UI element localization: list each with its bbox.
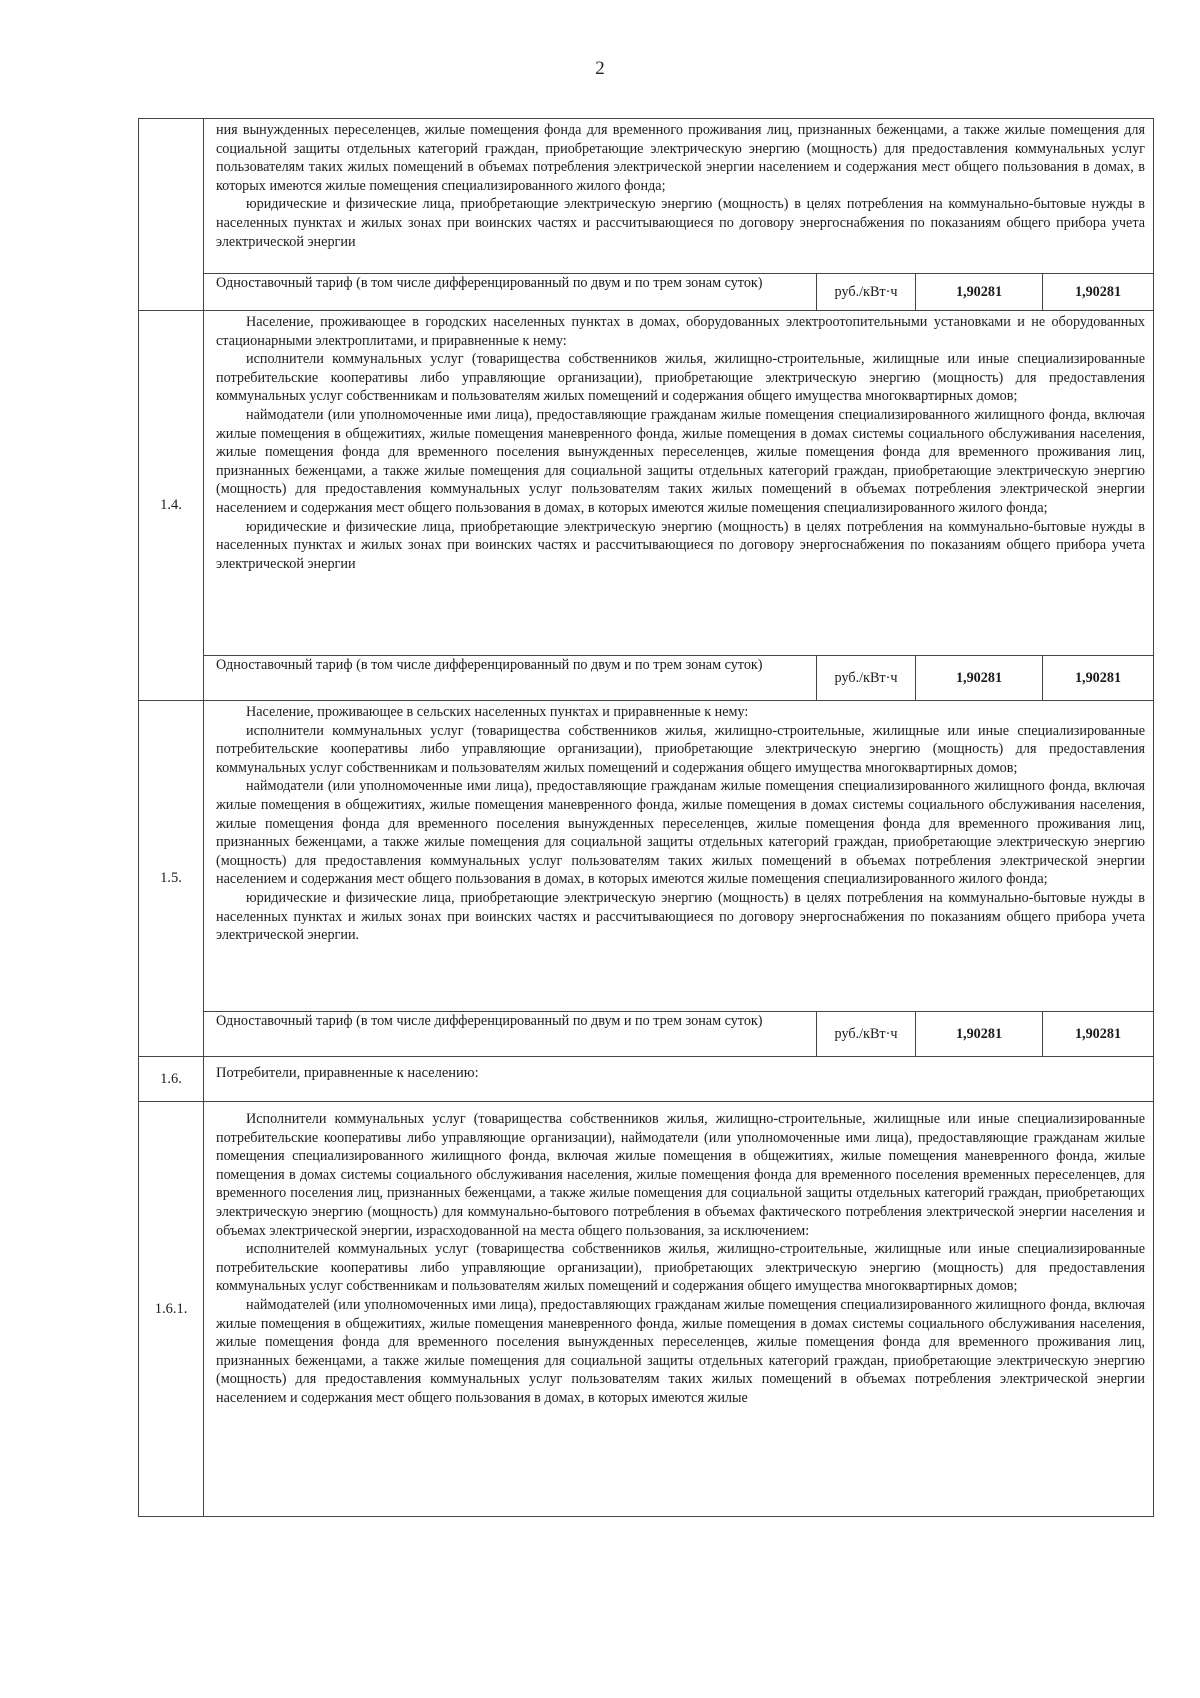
tariff-line <box>204 273 1153 310</box>
tariff-unit: руб./кВт·ч <box>817 656 916 700</box>
paragraph: наймодатели (или уполномоченные ими лица), предоставляющие гражданам жилые помещения специализированного жилищного фонда, включая жилые помещения в общежитиях, жилые помещения маневренного фонда, жилые помещения в домах системы социального обслуживания населения, жилые помещения фонда для временного поселения вынужденных переселенцев, жилые помещения фонда для временного проживания лиц, признанных беженцами, а также жилые помещения для социальной защиты отдельных категорий граждан, приобретающие электрическую энергию (мощность) для предоставления коммунальных услуг пользователям таких жилых помещений в объемах потребления электрической энергии населением и содержания мест общего пользования в домах, в которых имеются жилые помещения специализированного жилого фонда; <box>216 406 1145 516</box>
row-content-cell <box>204 311 1154 701</box>
paragraph: наймодатели (или уполномоченные ими лица), предоставляющие гражданам жилые помещения специализированного жилищного фонда, включая жилые помещения в общежитиях, жилые помещения маневренного фонда, жилые помещения в домах системы социального обслуживания населения, жилые помещения фонда для временного поселения вынужденных переселенцев, жилые помещения фонда для временного проживания лиц, признанных беженцами, а также жилые помещения для социальной защиты отдельных категорий граждан, приобретающие электрическую энергию (мощность) для предоставления коммунальных услуг пользователям таких жилых помещений в объемах потребления электрической энергии населением и содержания мест общего пользования в домах, в которых имеются жилые помещения специализированного жилого фонда; <box>216 778 1145 888</box>
tariff-label: Одноставочный тариф (в том числе дифференцированный по двум и по трем зонам суток) <box>204 1012 817 1056</box>
row-description <box>204 119 1153 273</box>
row-description <box>204 311 1153 655</box>
tariff-unit: руб./кВт·ч <box>817 274 916 310</box>
table-row <box>139 701 1154 1057</box>
paragraph: исполнители коммунальных услуг (товарищества собственников жилья, жилищно-строительные, жилищные или иные специализированные потребительские кооперативы либо управляющие организации), приобретающие электрическую энергию (мощность) для предоставления коммунальных услуг собственникам и пользователям жилых помещений и содержания общего имущества многоквартирных домов; <box>216 351 1145 405</box>
tariff-label: Одноставочный тариф (в том числе дифференцированный по двум и по трем зонам суток) <box>204 274 817 310</box>
row-content-cell <box>204 701 1154 1057</box>
row-number: 1.4. <box>139 311 204 701</box>
row-content-cell <box>204 119 1154 311</box>
tariff-label: Одноставочный тариф (в том числе дифференцированный по двум и по трем зонам суток) <box>204 656 817 700</box>
tariff-value-first-half: 1,90281 <box>916 274 1043 310</box>
paragraph: исполнители коммунальных услуг (товарищества собственников жилья, жилищно-строительные, жилищные или иные специализированные потребительские кооперативы либо управляющие организации), приобретающие электрическую энергию (мощность) для предоставления коммунальных услуг собственникам и пользователям жилых помещений и содержания общего имущества многоквартирных домов; <box>216 722 1145 776</box>
paragraph: Население, проживающее в городских населенных пунктах в домах, оборудованных электроотопительными установками и не оборудованных стационарными электроплитами, и приравненные к нему: <box>216 314 1145 349</box>
tariff-value-first-half: 1,90281 <box>916 656 1043 700</box>
row-description: Потребители, приравненные к населению: <box>216 1065 479 1081</box>
tariff-value-second-half: 1,90281 <box>1074 669 1122 686</box>
row-content-cell <box>204 1102 1154 1517</box>
paragraph: юридические и физические лица, приобретающие электрическую энергию (мощность) в целях потребления на коммунально-бытовые нужды в населенных пунктах и жилых зонах при воинских частях и рассчитывающиеся по договору энергоснабжения по показаниям общего прибора учета электрической энергии. <box>216 889 1145 944</box>
paragraph: юридические и физические лица, приобретающие электрическую энергию (мощность) в целях потребления на коммунально-бытовые нужды в населенных пунктах и жилых зонах при воинских частях и рассчитывающиеся по договору энергоснабжения по показаниям общего прибора учета электрической энергии <box>216 518 1145 572</box>
row-number: 1.6.1. <box>139 1102 204 1517</box>
paragraph: Исполнители коммунальных услуг (товарищества собственников жилья, жилищно-строительные, жилищные или иные специализированные потребительские кооперативы либо управляющие организации), наймодатели (или уполномоченные ими лица), предоставляющие гражданам жилые помещения специализированного жилищного фонда, включая жилые помещения в общежитиях, жилые помещения маневренного фонда, жилые помещения в домах системы социального обслуживания населения, жилые помещения фонда для временного поселения временных переселенцев, для временного поселения лиц, признанных беженцами, а также жилые помещения для социальной защиты отдельных категорий граждан, приобретающих электрическую энергию (мощность) для коммунально-бытового потребления в объемах фактического потребления электрической энергии населения и объемах электрической энергии, израсходованной на места общего пользования, за исключением: <box>216 1111 1145 1239</box>
table-row <box>139 119 1154 311</box>
tariff-value-second-half: 1,90281 <box>1074 283 1122 300</box>
tariff-unit: руб./кВт·ч <box>817 1012 916 1056</box>
tariff-line <box>204 655 1153 700</box>
row-number: 1.5. <box>139 701 204 1057</box>
tariff-value-second-half: 1,90281 <box>1074 1025 1122 1042</box>
table-row <box>139 1057 1154 1102</box>
row-description <box>204 701 1153 1011</box>
table-row <box>139 311 1154 701</box>
row-number: 1.6. <box>139 1057 204 1102</box>
paragraph: Население, проживающее в сельских населенных пунктах и приравненные к нему: <box>246 704 749 720</box>
tariff-line <box>204 1011 1153 1056</box>
tariff-value-first-half: 1,90281 <box>916 1012 1043 1056</box>
paragraph: ния вынужденных переселенцев, жилые помещения фонда для временного проживания лиц, признанных беженцами, а также жилые помещения для социальной защиты отдельных категорий граждан, приобретающие электрическую энергию (мощность) для предоставления коммунальных услуг пользователям таких жилых помещений в объемах потребления электрической энергии населением и содержания мест общего пользования в домах, в которых имеются жилые помещения специализированного жилого фонда; <box>216 122 1145 194</box>
row-description <box>204 1102 1153 1516</box>
tariff-table <box>138 118 1154 1517</box>
row-number-cell <box>139 119 204 311</box>
paragraph: наймодателей (или уполномоченных ими лица), предоставляющих гражданам жилые помещения специализированного жилищного фонда, включая жилые помещения в общежитиях, жилые помещения маневренного фонда, жилые помещения в домах системы социального обслуживания населения, жилые помещения фонда для временного поселения вынужденных переселенцев, жилые помещения фонда для временного проживания лиц, признанных беженцами, а также жилые помещения для социальной защиты отдельных категорий граждан, приобретающие электрическую энергию (мощность) для предоставления коммунальных услуг пользователям таких жилых помещений в объемах потребления электрической энергии населением и содержания мест общего пользования в домах, в которых имеются жилые <box>216 1296 1145 1406</box>
paragraph: юридические и физические лица, приобретающие электрическую энергию (мощность) в целях потребления на коммунально-бытовые нужды в населенных пунктах и жилых зонах при воинских частях и рассчитывающиеся по договору энергоснабжения по показаниям общего прибора учета электрической энергии <box>216 196 1145 250</box>
page-number: 2 <box>595 58 605 79</box>
paragraph: исполнителей коммунальных услуг (товарищества собственников жилья, жилищно-строительные, жилищные или иные специализированные потребительские кооперативы либо управляющие организации), приобретающих электрическую энергию (мощность) для предоставления коммунальных услуг собственникам и пользователям жилых помещений и содержания общего имущества многоквартирных домов; <box>216 1241 1145 1295</box>
table-row <box>139 1102 1154 1517</box>
row-content-cell <box>204 1057 1154 1102</box>
